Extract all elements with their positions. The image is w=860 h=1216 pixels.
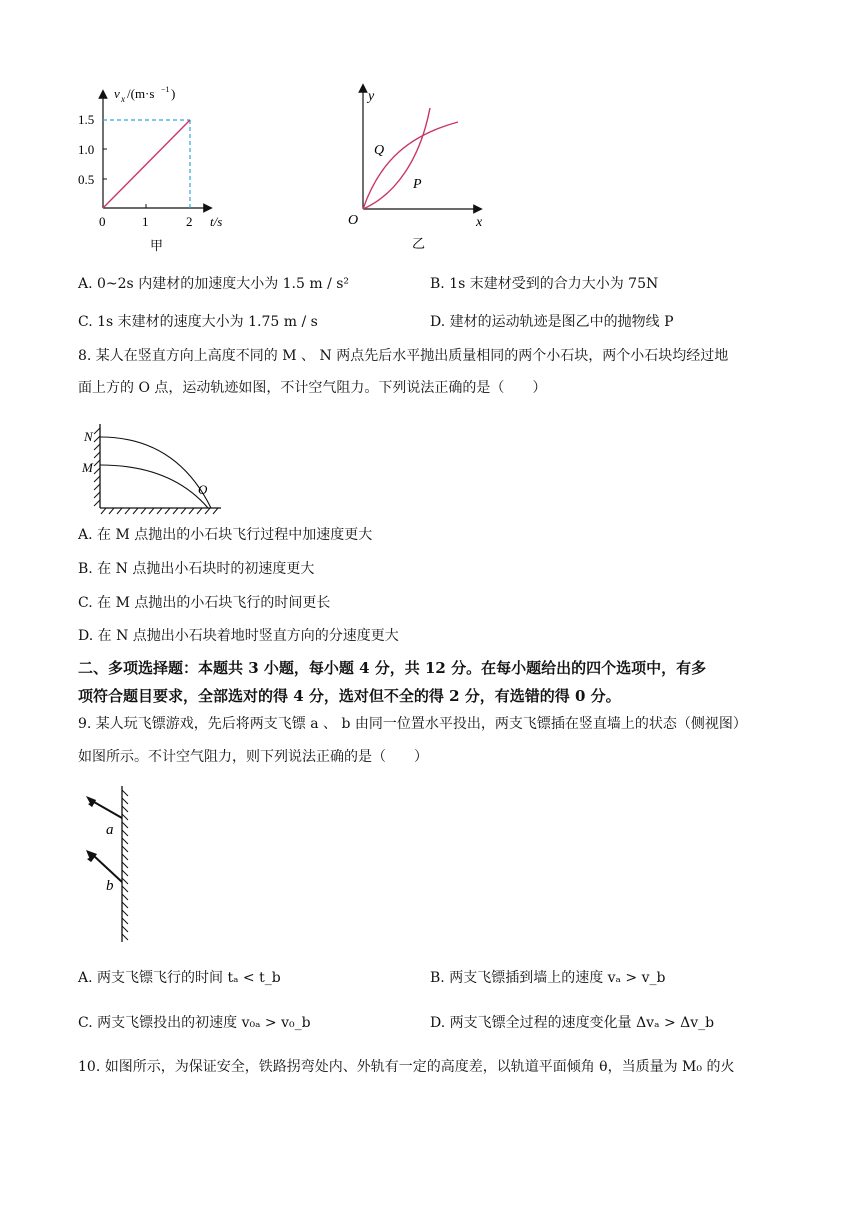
jia-xtick: 2 (186, 214, 193, 229)
jia-velocity-line (103, 120, 190, 208)
yi-label-q: Q (374, 143, 385, 158)
q9-dart-a (86, 796, 122, 818)
q9-option-c[interactable]: C. 两支飞镖投出的初速度 v₀ₐ > v₀_b (78, 1015, 311, 1031)
yi-caption: 乙 (412, 236, 426, 251)
jia-xlabel: t/s (210, 214, 223, 229)
q8-option-d[interactable]: D. 在 N 点抛出小石块着地时竖直方向的分速度更大 (78, 628, 399, 644)
q8-option-a[interactable]: A. 在 M 点抛出的小石块飞行过程中加速度更大 (78, 527, 373, 543)
q8-trajectory-n (100, 437, 211, 508)
q7-option-b[interactable]: B. 1s 末建材受到的合力大小为 75N (430, 276, 659, 292)
q8-stem-line2: 面上方的 O 点，运动轨迹如图，不计空气阻力。下列说法正确的是（ ） (78, 380, 547, 396)
jia-ytick: 0.5 (78, 172, 95, 187)
q8-figure (76, 420, 236, 520)
yi-origin: O (348, 213, 359, 228)
yi-curve-p (363, 108, 430, 209)
jia-ytick: 1.5 (78, 112, 95, 127)
q9-stem-line2: 如图所示。不计空气阻力，则下列说法正确的是（ ） (78, 749, 428, 765)
q9-label-a: a (106, 822, 114, 838)
section2-heading-line1: 二、多项选择题：本题共 3 小题，每小题 4 分，共 12 分。在每小题给出的四个选项中，有多 (78, 659, 707, 677)
jia-xtick: 1 (142, 214, 149, 229)
yi-label-p: P (413, 177, 422, 192)
q8-stem-line1: 8. 某人在竖直方向上高度不同的 M 、 N 两点先后水平抛出质量相同的两个小石块，两个小石块均经过地 (78, 348, 729, 364)
q7-option-d[interactable]: D. 建材的运动轨迹是图乙中的抛物线 P (430, 314, 674, 330)
q8-label-m: M (82, 460, 93, 475)
jia-xtick: 0 (99, 214, 106, 229)
q10-stem-line1: 10. 如图所示，为保证安全，铁路拐弯处内、外轨有一定的高度差，以轨道平面倾角 θ，当质量为 M₀ 的火 (78, 1059, 735, 1075)
yi-ylabel: y (368, 89, 375, 104)
q7-option-a[interactable]: A. 0~2s 内建材的加速度大小为 1.5 m / s² (78, 276, 350, 292)
q7-option-c[interactable]: C. 1s 末建材的速度大小为 1.75 m / s (78, 314, 318, 330)
q9-label-b: b (106, 878, 114, 894)
graph-yi (340, 80, 500, 260)
jia-ytick: 1.0 (78, 142, 95, 157)
jia-ylabel-unit: /(m·s (127, 86, 155, 101)
q9-option-a[interactable]: A. 两支飞镖飞行的时间 tₐ < t_b (78, 970, 281, 986)
jia-ylabel-close: ) (171, 86, 176, 101)
q9-option-d[interactable]: D. 两支飞镖全过程的速度变化量 Δvₐ > Δv_b (430, 1015, 715, 1031)
q8-label-o: O (198, 482, 208, 497)
q9-option-b[interactable]: B. 两支飞镖插到墙上的速度 vₐ > v_b (430, 970, 666, 986)
jia-ylabel-exp: −1 (161, 85, 170, 94)
q8-option-b[interactable]: B. 在 N 点抛出小石块时的初速度更大 (78, 561, 315, 577)
yi-curve-q (363, 122, 458, 209)
q8-trajectory-m (100, 465, 208, 508)
q9-figure (76, 782, 156, 947)
jia-caption: 甲 (150, 238, 164, 253)
q8-option-c[interactable]: C. 在 M 点抛出的小石块飞行的时间更长 (78, 595, 331, 611)
jia-ylabel: v (114, 86, 120, 101)
q8-label-n: N (84, 429, 93, 444)
graph-jia (70, 80, 240, 260)
jia-ylabel-sub: x (121, 94, 125, 104)
section2-heading-line2: 项符合题目要求，全部选对的得 4 分，选对但不全的得 2 分，有选错的得 0 分。 (78, 687, 621, 705)
q9-stem-line1: 9. 某人玩飞镖游戏，先后将两支飞镖 a 、 b 由同一位置水平投出，两支飞镖插在竖直墙上的状态（侧视图） (78, 716, 747, 732)
yi-xlabel: x (476, 215, 483, 230)
q9-dart-b (86, 850, 122, 882)
